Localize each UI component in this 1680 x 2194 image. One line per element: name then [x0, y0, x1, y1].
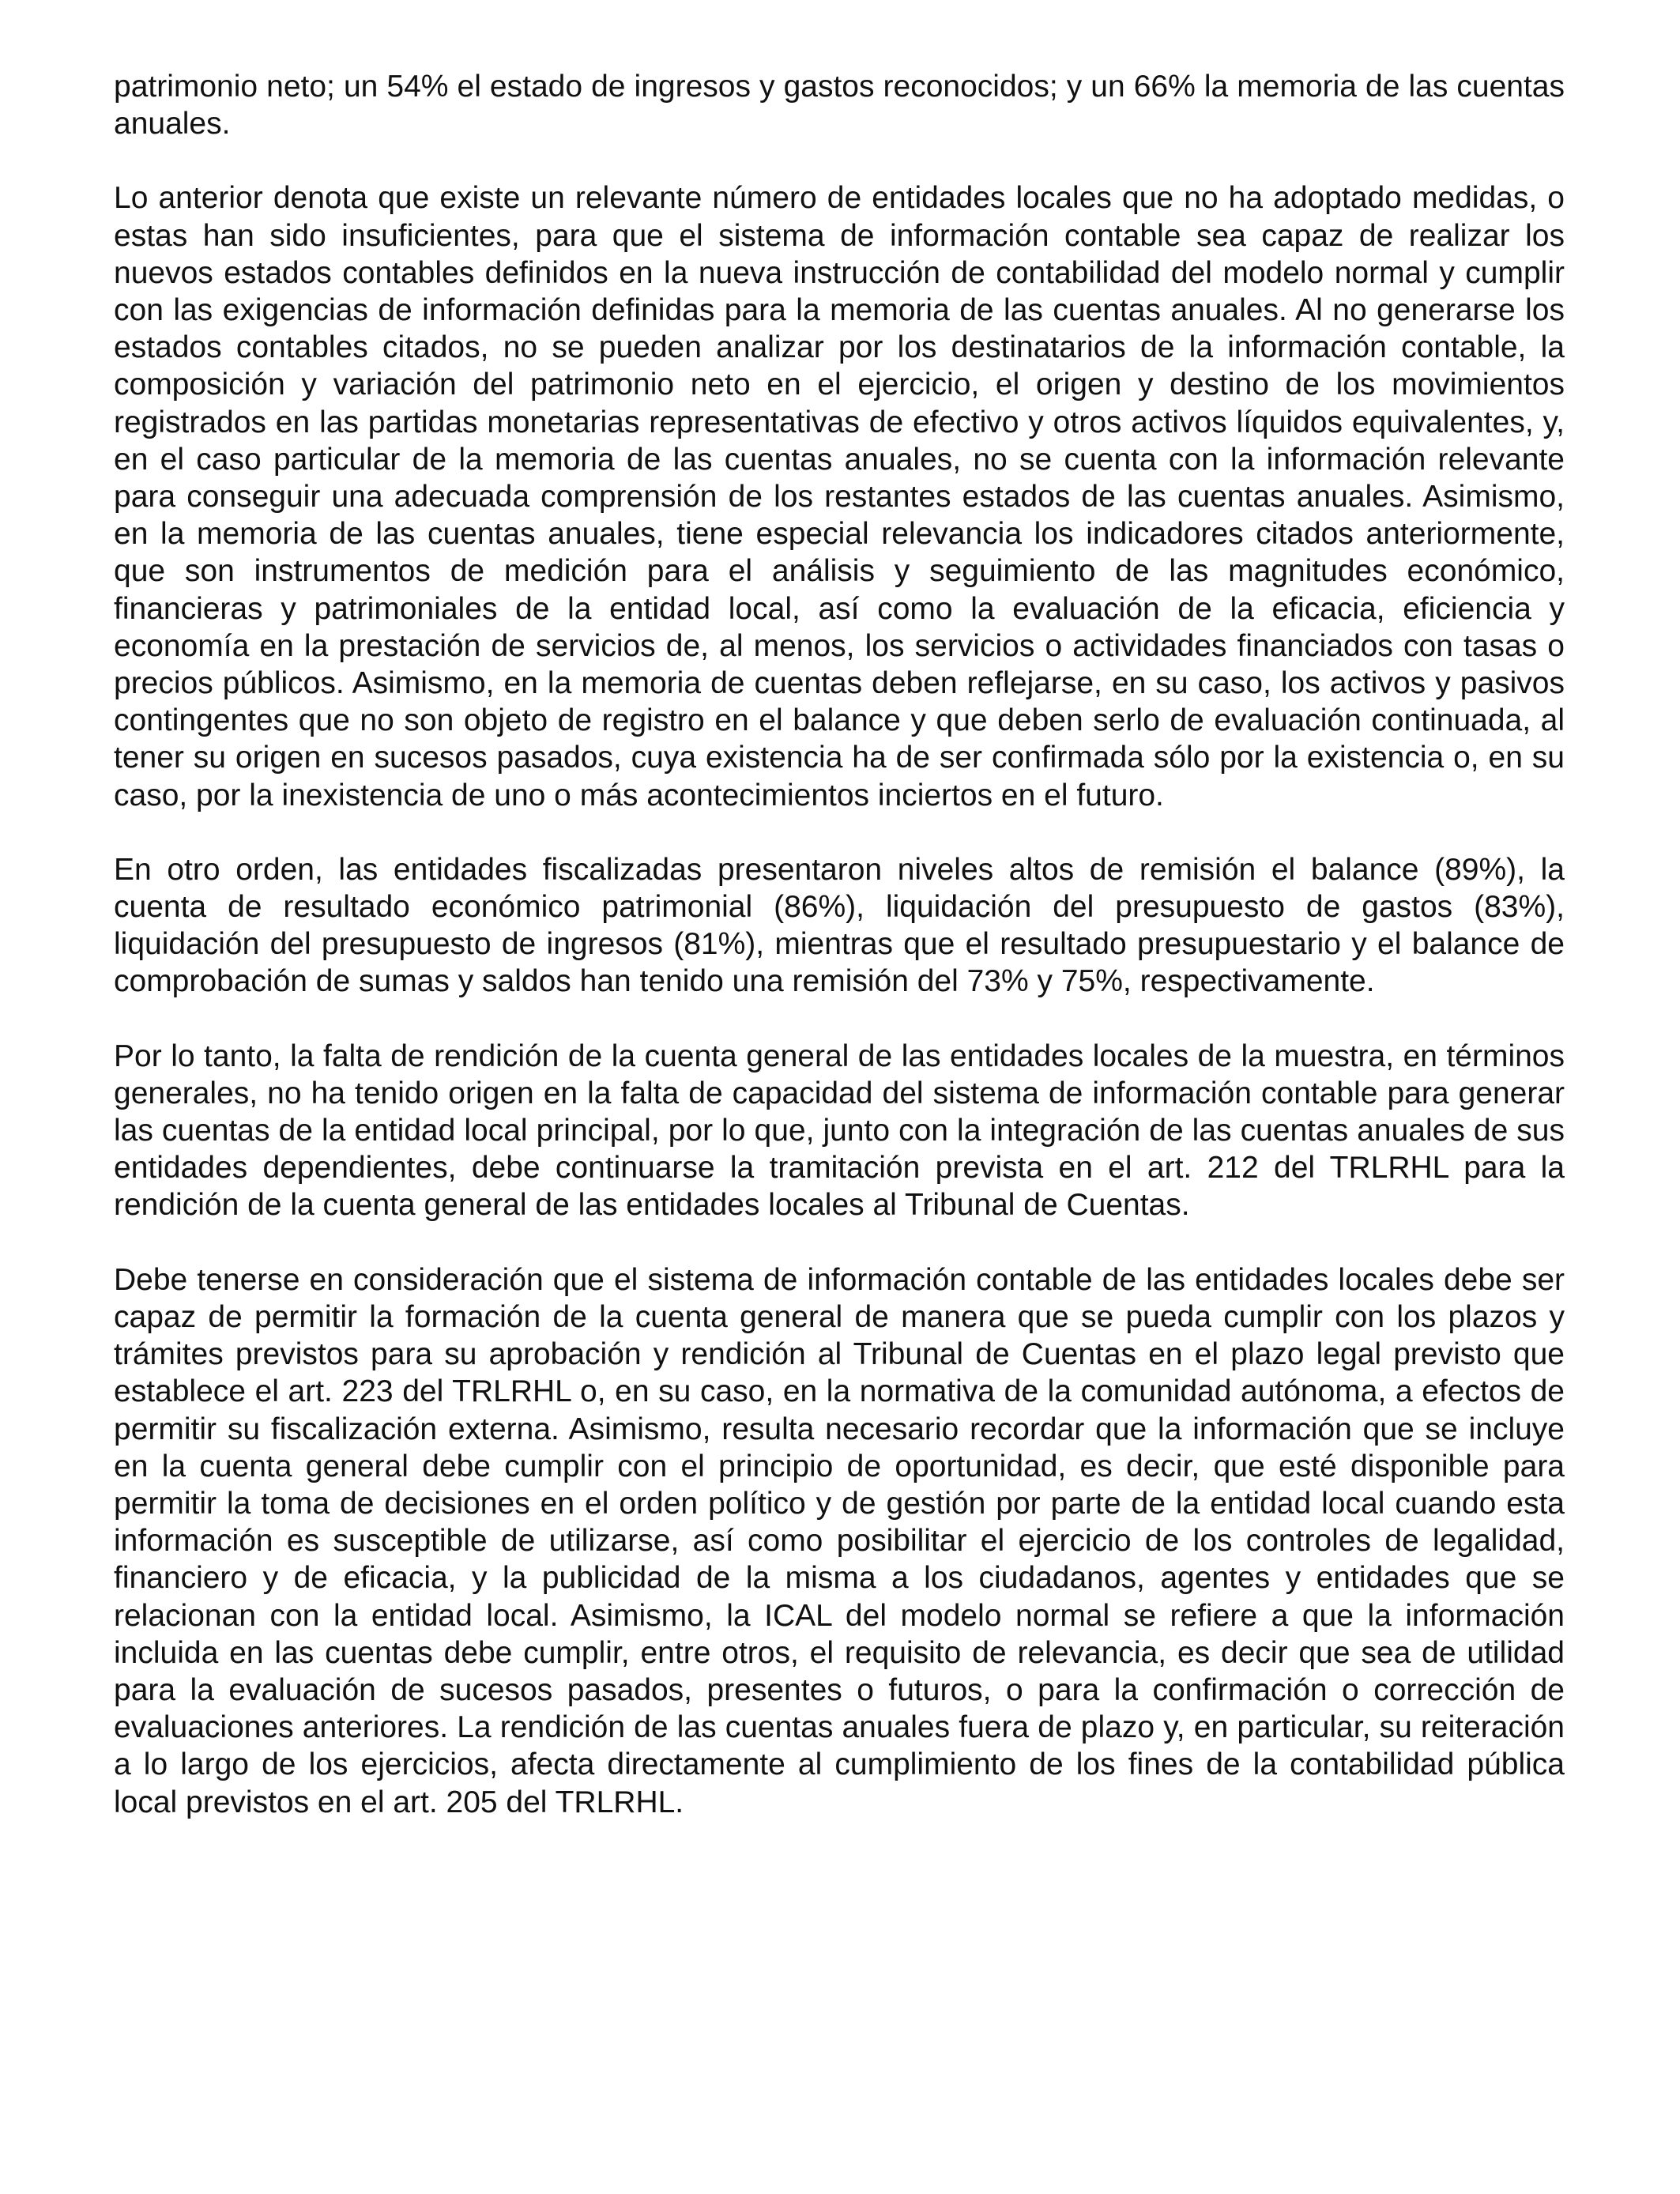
paragraph-sistema-informacion-contable: Debe tenerse en consideración que el sistema de información contable de las entidades locales debe ser capaz de permitir la formación de la cuenta general de manera que se pueda cumplir con los plazos y trámites previstos para su aprobación y rendición al Tribunal de Cuentas en el plazo legal previsto que establece el art. 223 del TRLRHL o, en su caso, en la normativa de la comunidad autónoma, a efectos de permitir su fiscalización externa. Asimismo, resulta necesario recordar que la información que se incluye en la cuenta general debe cumplir con el principio de oportunidad, es decir, que esté disponible para permitir la toma de decisiones en el orden político y de gestión por parte de la entidad local cuando esta información es susceptible de utilizarse, así como posibilitar el ejercicio de los controles de legalidad, financiero y de eficacia, y la publicidad de la misma a los ciudadanos, agentes y entidades que se relacionan con la entidad local. Asimismo, la ICAL del modelo normal se refiere a que la información incluida en las cuentas debe cumplir, entre otros, el requisito de relevancia, es decir que sea de utilidad para la evaluación de sucesos pasados, presentes o futuros, o para la confirmación o corrección de evaluaciones anteriores. La rendición de las cuentas anuales fuera de plazo y, en particular, su reiteración a lo largo de los ejercicios, afecta directamente al cumplimiento de los fines de la contabilidad pública local previstos en el art. 205 del TRLRHL.: [114, 1262, 1565, 1819]
paragraph-patrimonio-neto: patrimonio neto; un 54% el estado de ingresos y gastos reconocidos; y un 66% la memoria de las cuentas anuales.: [114, 70, 1565, 141]
paragraph-entidades-sin-medidas: Lo anterior denota que existe un relevante número de entidades locales que no ha adoptado medidas, o estas han sido insuficientes, para que el sistema de información contable sea capaz de realizar los nuevos estados contables definidos en la nueva instrucción de contabilidad del modelo normal y cumplir con las exigencias de información definidas para la memoria de las cuentas anuales. Al no generarse los estados contables citados, no se pueden analizar por los destinatarios de la información contable, la composición y variación del patrimonio neto en el ejercicio, el origen y destino de los movimientos registrados en las partidas monetarias representativas de efectivo y otros activos líquidos equivalentes, y, en el caso particular de la memoria de las cuentas anuales, no se cuenta con la información relevante para conseguir una adecuada comprensión de los restantes estados de las cuentas anuales. Asimismo, en la memoria de las cuentas anuales, tiene especial relevancia los indicadores citados anteriormente, que son instrumentos de medición para el análisis y seguimiento de las magnitudes económico, financieras y patrimoniales de la entidad local, así como la evaluación de la eficacia, eficiencia y economía en la prestación de servicios de, al menos, los servicios o actividades financiados con tasas o precios públicos. Asimismo, en la memoria de cuentas deben reflejarse, en su caso, los activos y pasivos contingentes que no son objeto de registro en el balance y que deben serlo de evaluación continuada, al tener su origen en sucesos pasados, cuya existencia ha de ser confirmada sólo por la existencia o, en su caso, por la inexistencia de uno o más acontecimientos inciertos en el futuro.: [114, 181, 1565, 812]
document-page: [114, 68, 1565, 1821]
paragraph-niveles-remision: En otro orden, las entidades fiscalizadas presentaron niveles altos de remisión el balance (89%), la cuenta de resultado económico patrimonial (86%), liquidación del presupuesto de gastos (83%), liquidación del presupuesto de ingresos (81%), mientras que el resultado presupuestario y el balance de comprobación de sumas y saldos han tenido una remisión del 73% y 75%, respectivamente.: [114, 852, 1565, 999]
paragraph-falta-rendicion: Por lo tanto, la falta de rendición de la cuenta general de las entidades locales de la muestra, en términos generales, no ha tenido origen en la falta de capacidad del sistema de información contable para generar las cuentas de la entidad local principal, por lo que, junto con la integración de las cuentas anuales de sus entidades dependientes, debe continuarse la tramitación prevista en el art. 212 del TRLRHL para la rendición de la cuenta general de las entidades locales al Tribunal de Cuentas.: [114, 1039, 1565, 1223]
